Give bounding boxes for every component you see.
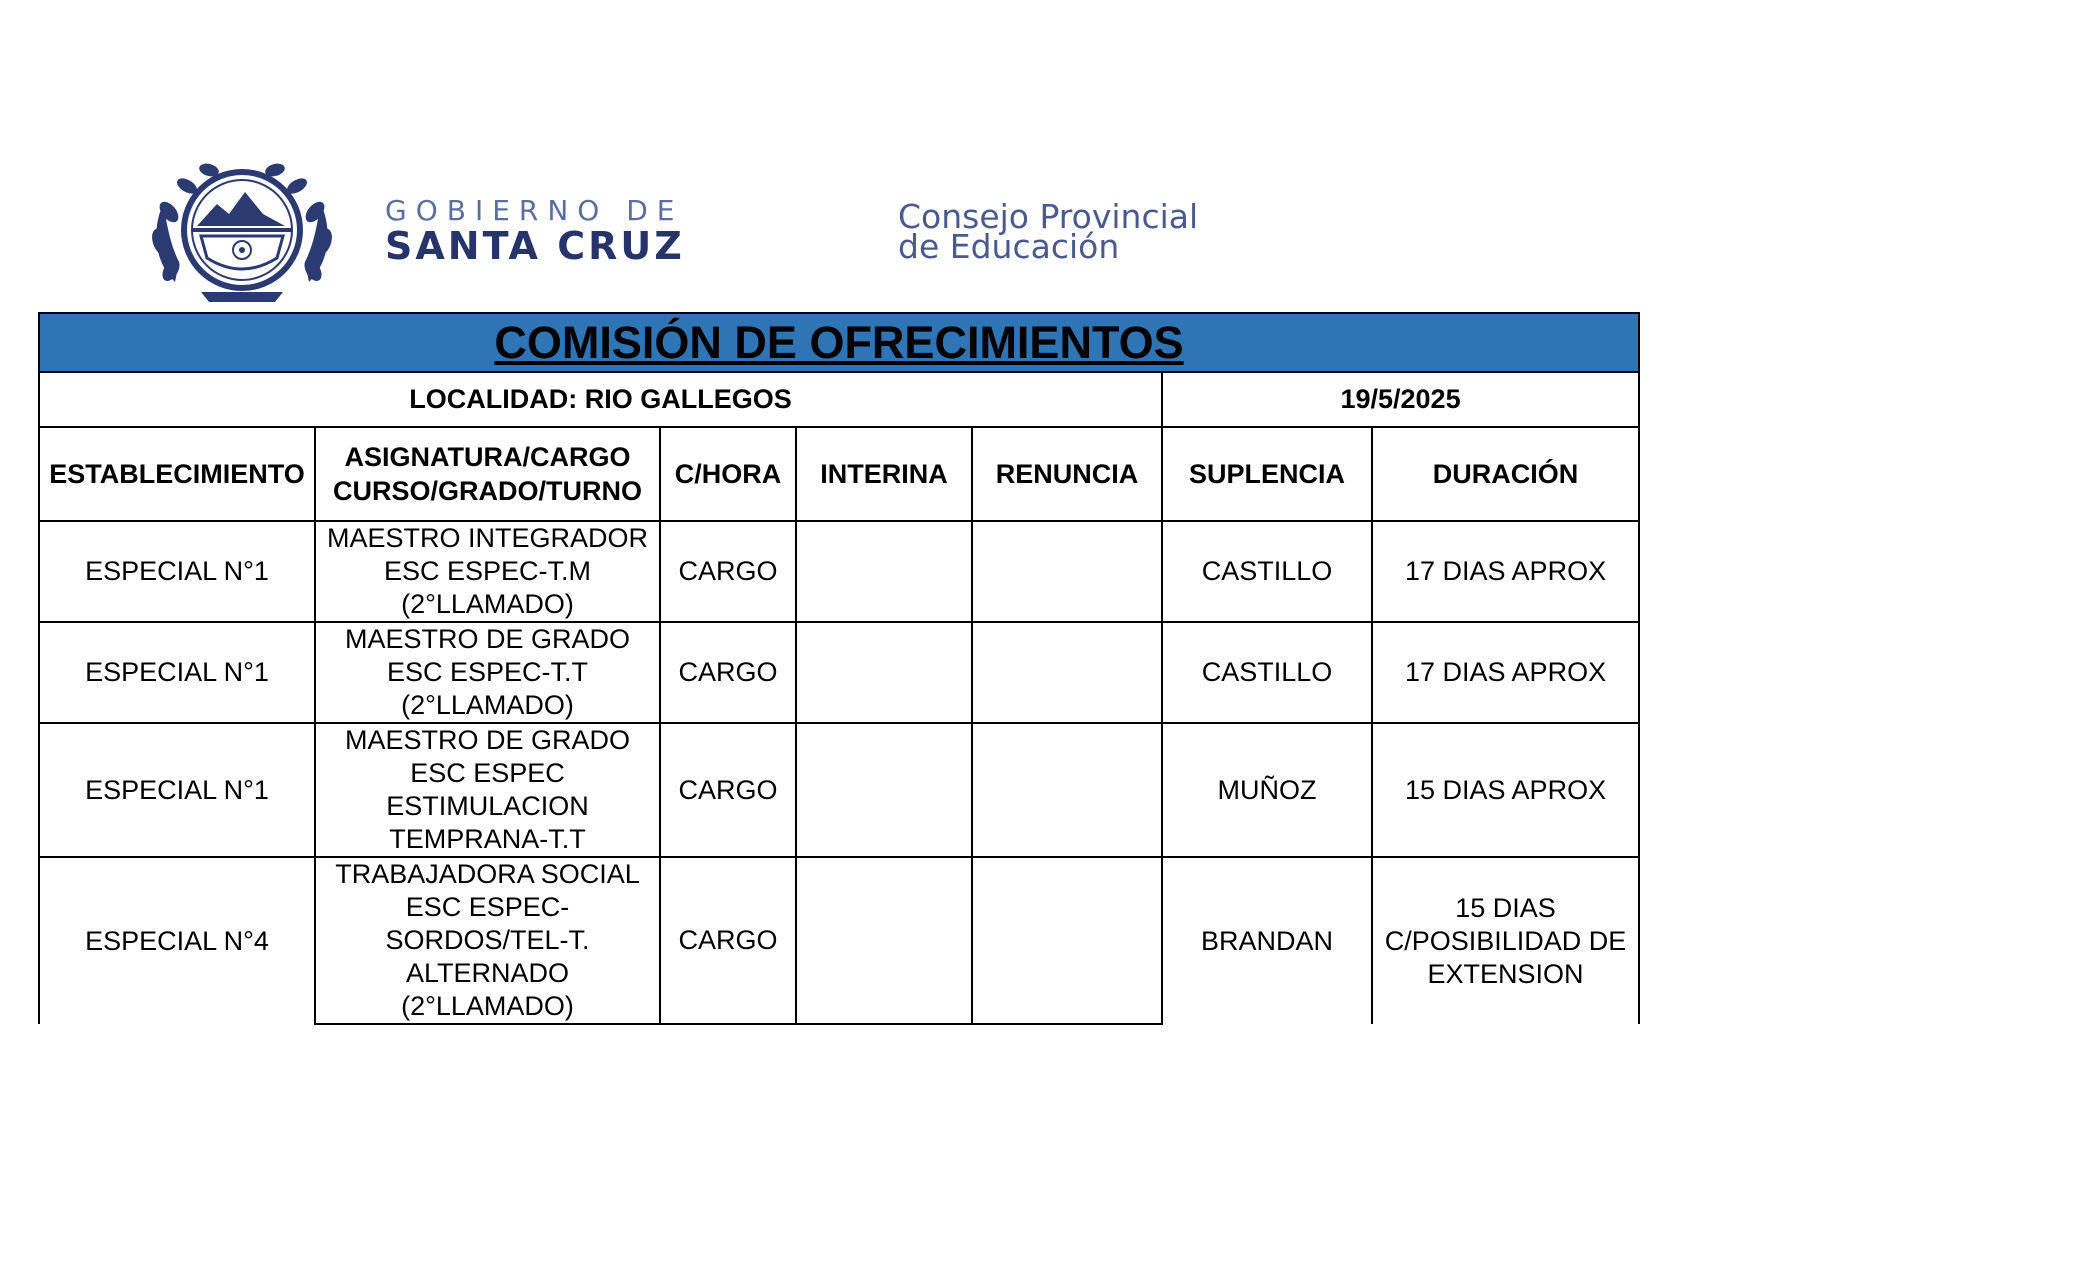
cell-suplencia: CASTILLO [1162, 622, 1372, 723]
cell-asignatura [315, 857, 660, 1024]
table-row [39, 723, 1639, 857]
cell-interina [796, 521, 972, 622]
cell-text-line: ESC ESPEC-T.T [386, 657, 589, 687]
cell-asignatura [315, 622, 660, 723]
cell-chora: CARGO [660, 723, 796, 857]
table-row [39, 622, 1639, 723]
cell-establecimiento: ESPECIAL N°1 [39, 622, 315, 723]
table-row [39, 857, 1639, 1024]
locality-row [39, 372, 1639, 427]
cell-text-line: SORDOS/TEL-T. [385, 925, 590, 955]
page-title: COMISIÓN DE OFRECIMIENTOS [494, 316, 1184, 368]
cell-suplencia: MUÑOZ [1162, 723, 1372, 857]
title-cell [39, 313, 1639, 372]
col-header-asignatura-text: ASIGNATURA/CARGO CURSO/GRADO/TURNO [333, 442, 642, 506]
cell-text-line: 15 DIAS APROX [1404, 774, 1607, 805]
cell-renuncia [972, 521, 1162, 622]
cell-establecimiento: ESPECIAL N°4 [39, 857, 315, 1024]
gov-logo-line2: SANTA CRUZ [385, 224, 685, 268]
cell-duracion [1372, 521, 1639, 622]
gobierno-santa-cruz-logo-text [385, 196, 685, 266]
cell-text-line: TEMPRANA-T.T [389, 824, 586, 854]
cell-text-line: ESTIMULACION [386, 791, 589, 821]
cell-text-line: (2°LLAMADO) [401, 589, 574, 619]
cell-text-line: MAESTRO DE GRADO [344, 624, 631, 654]
cell-text-line: MAESTRO DE GRADO [344, 725, 631, 755]
council-logo-line2: de Educación [898, 227, 1120, 266]
cell-text-line: TRABAJADORA SOCIAL [335, 859, 640, 889]
title-row [39, 313, 1639, 372]
cell-interina [796, 622, 972, 723]
cell-chora: CARGO [660, 622, 796, 723]
council-logo-line1: Consejo Provincial [898, 197, 1199, 236]
cell-duracion [1372, 723, 1639, 857]
cell-chora: CARGO [660, 521, 796, 622]
cell-establecimiento: ESPECIAL N°1 [39, 723, 315, 857]
cell-text-line: 17 DIAS APROX [1404, 657, 1607, 687]
cell-text-line: EXTENSION [1427, 958, 1584, 989]
cell-duracion [1372, 857, 1639, 1024]
cell-establecimiento: ESPECIAL N°1 [39, 521, 315, 622]
cell-suplencia: CASTILLO [1162, 521, 1372, 622]
col-header-suplencia: SUPLENCIA [1162, 427, 1372, 521]
cell-text-line: MAESTRO INTEGRADOR [326, 523, 649, 553]
cell-text-line: ESC ESPEC [410, 758, 565, 788]
cell-renuncia [972, 723, 1162, 857]
locality-cell: LOCALIDAD: RIO GALLEGOS [39, 372, 1162, 427]
cell-interina [796, 857, 972, 1024]
table-row [39, 521, 1639, 622]
cell-asignatura [315, 521, 660, 622]
col-header-asignatura [315, 427, 660, 521]
date-cell: 19/5/2025 [1162, 372, 1639, 427]
cell-text-line: ESC ESPEC- [405, 892, 570, 922]
cell-text-line: 15 DIAS [1455, 892, 1556, 923]
col-header-chora: C/HORA [660, 427, 796, 521]
cell-suplencia: BRANDAN [1162, 857, 1372, 1024]
cell-interina [796, 723, 972, 857]
gov-logo-line1: GOBIERNO DE [385, 194, 684, 227]
col-header-establecimiento: ESTABLECIMIENTO [39, 427, 315, 521]
consejo-provincial-logo-text [898, 197, 1199, 266]
cell-text-line: ESC ESPEC-T.M [383, 556, 592, 586]
col-header-renuncia: RENUNCIA [972, 427, 1162, 521]
cell-renuncia [972, 857, 1162, 1024]
cell-asignatura [315, 723, 660, 857]
col-header-interina: INTERINA [796, 427, 972, 521]
column-header-row [39, 427, 1639, 521]
cell-renuncia [972, 622, 1162, 723]
cell-text-line: ALTERNADO [405, 958, 570, 988]
cell-text-line: (2°LLAMADO) [401, 991, 574, 1021]
cell-text-line: 17 DIAS APROX [1404, 556, 1607, 586]
col-header-duracion: DURACIÓN [1372, 427, 1639, 521]
cell-text-line: (2°LLAMADO) [401, 690, 574, 720]
santa-cruz-seal-logo [145, 162, 339, 308]
cell-duracion [1372, 622, 1639, 723]
cell-chora: CARGO [660, 857, 796, 1024]
ofrecimientos-table [38, 312, 1640, 1025]
cell-text-line: C/POSIBILIDAD DE [1384, 925, 1627, 956]
